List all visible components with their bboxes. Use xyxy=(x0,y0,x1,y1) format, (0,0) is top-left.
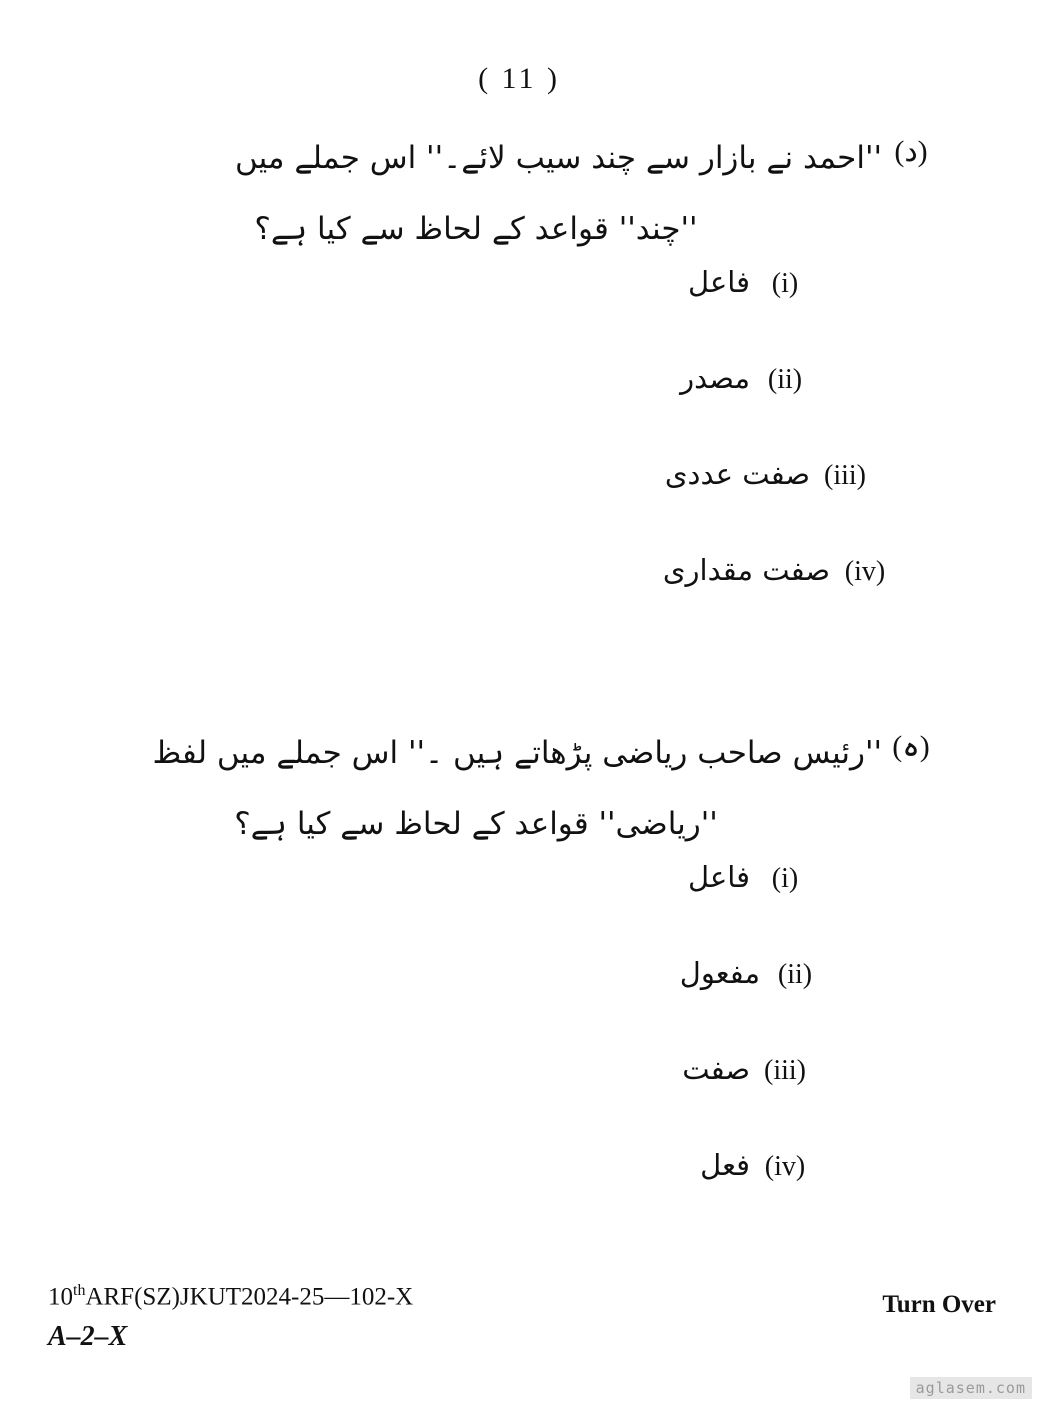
page-number: ( 11 ) xyxy=(478,62,560,95)
option-label: صفت xyxy=(682,1051,750,1086)
option-item[interactable] xyxy=(60,553,940,649)
question-label-d: (د) xyxy=(894,135,928,168)
paper-code-superscript: th xyxy=(73,1281,86,1299)
paper-code-rest: ARF(SZ)JKUT2024-25—102-X xyxy=(85,1283,414,1310)
option-marker: (iv) xyxy=(844,555,886,587)
option-item[interactable] xyxy=(60,265,940,361)
question-text-line2: ''ریاضی'' قواعد کے لحاظ سے کیا ہے؟ xyxy=(234,806,718,843)
option-label: مصدر xyxy=(680,360,750,395)
question-text-line1: ''رئیس صاحب ریاضی پڑھاتے ہیں ۔'' اس جملے میں لفظ xyxy=(152,735,882,771)
options-list-d xyxy=(60,265,940,649)
question-text-line1: ''احمد نے بازار سے چند سیب لائے۔'' اس جملے میں xyxy=(234,140,882,176)
question-block-h xyxy=(60,725,940,1244)
question-text-line2: ''چند'' قواعد کے لحاظ سے کیا ہے؟ xyxy=(254,211,698,248)
option-marker: (iii) xyxy=(824,459,866,491)
option-item[interactable] xyxy=(60,1148,940,1244)
option-label: صفت مقداری xyxy=(662,552,830,587)
option-item[interactable] xyxy=(60,1052,940,1148)
turn-over-label: Turn Over xyxy=(882,1291,996,1318)
option-marker: (ii) xyxy=(777,958,813,990)
option-label: مفعول xyxy=(679,955,760,990)
option-item[interactable] xyxy=(60,361,940,457)
option-marker: (iv) xyxy=(764,1150,806,1182)
paper-code xyxy=(48,1282,413,1311)
question-label-h: (ہ) xyxy=(892,730,930,763)
option-marker: (i) xyxy=(771,267,799,299)
option-label: فاعل xyxy=(688,264,750,299)
page-footer xyxy=(48,1282,996,1353)
option-marker: (iii) xyxy=(764,1054,806,1086)
question-text-d xyxy=(60,130,882,259)
sub-code-label: A–2–X xyxy=(48,1321,128,1352)
watermark: aglasem.com xyxy=(910,1377,1032,1399)
question-row xyxy=(60,130,940,259)
option-marker: (i) xyxy=(771,862,799,894)
option-label: فاعل xyxy=(688,859,750,894)
option-item[interactable] xyxy=(60,860,940,956)
question-text-h xyxy=(60,725,882,854)
question-block-d xyxy=(60,130,940,649)
option-label: صفت عددی xyxy=(664,456,810,491)
option-marker: (ii) xyxy=(767,363,803,395)
option-label: فعل xyxy=(700,1147,750,1182)
question-row xyxy=(60,725,940,854)
paper-code-prefix: 10 xyxy=(48,1283,73,1310)
option-item[interactable] xyxy=(60,457,940,553)
options-list-h xyxy=(60,860,940,1244)
option-item[interactable] xyxy=(60,956,940,1052)
